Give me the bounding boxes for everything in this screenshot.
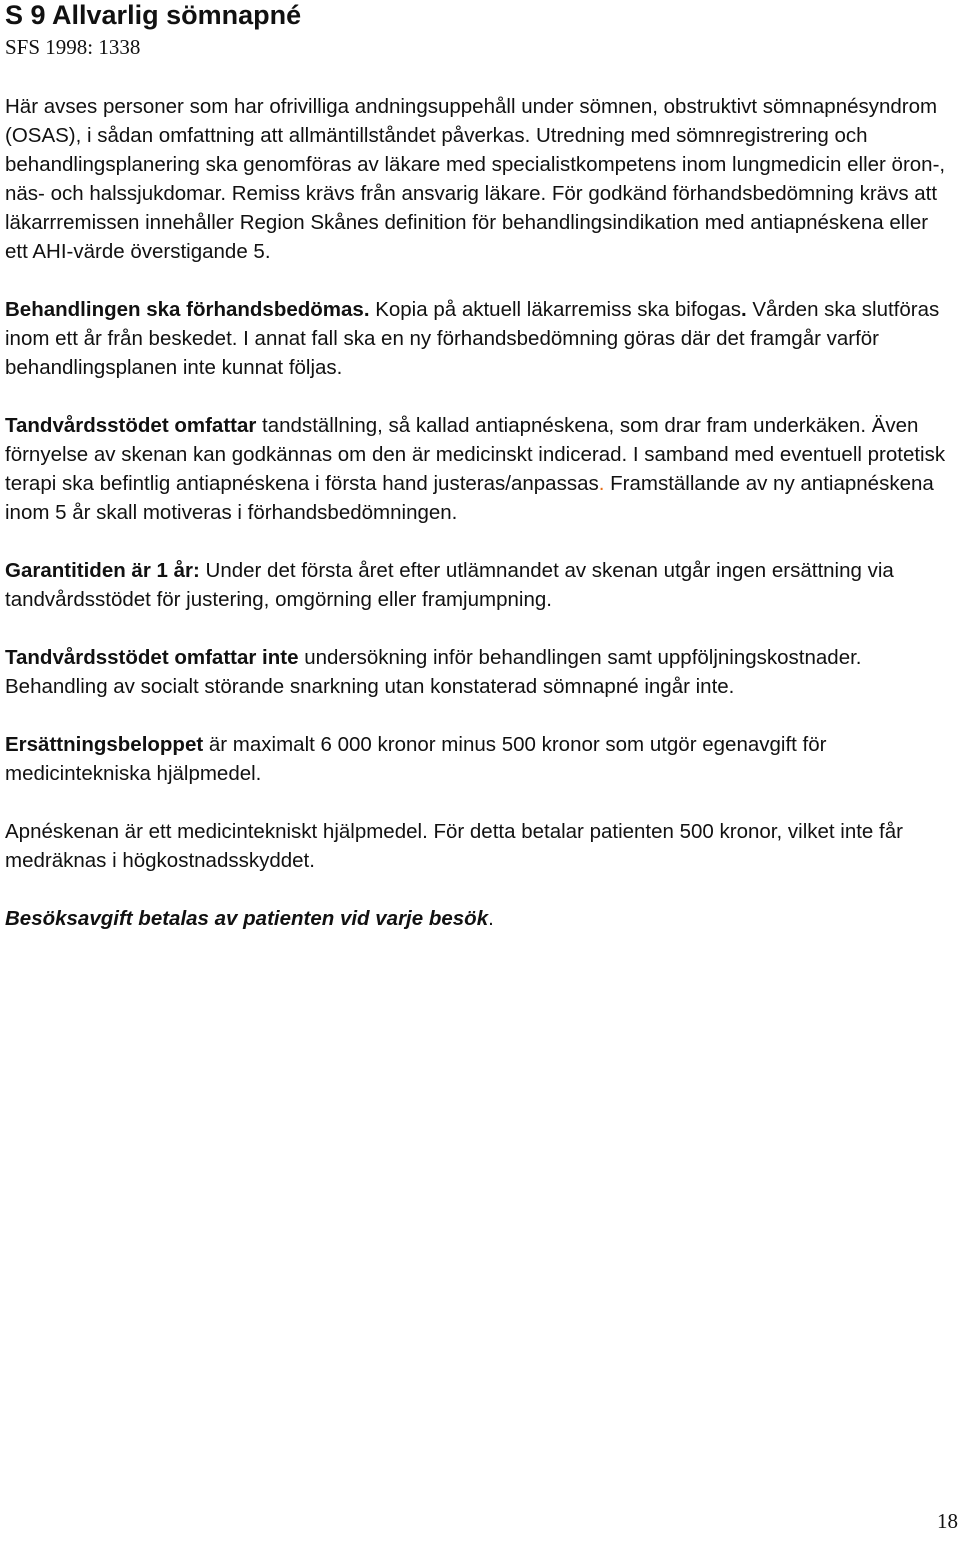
paragraph-medical-device <box>5 817 955 875</box>
document-page <box>5 0 955 933</box>
paragraph-text: är maximalt 6 000 kronor minus 500 kronor som utgör egenavgift för medicintekniska hjälpmedel. <box>5 733 827 785</box>
paragraph-warranty <box>5 556 955 614</box>
page-number: 18 <box>937 1509 958 1533</box>
law-reference: SFS 1998: 1338 <box>5 35 141 59</box>
paragraph-text: Apnéskenan är ett medicintekniskt hjälpmedel. För detta betalar patienten 500 kronor, vilket inte får medräknas i högkostnadsskyddet. <box>5 820 903 872</box>
paragraph-text: undersökning inför behandlingen samt uppföljningskostnader. Behandling av socialt störande snarkning utan konstaterad sömnapné ingår inte. <box>5 646 862 698</box>
bold-lead: Behandlingen ska förhandsbedömas. <box>5 298 370 321</box>
orange-period: . <box>598 472 605 495</box>
bold-lead: Tandvårdsstödet omfattar inte <box>5 646 299 669</box>
paragraph-intro <box>5 92 955 266</box>
bold-period: . <box>740 298 747 321</box>
paragraph-visit-fee <box>5 904 955 933</box>
paragraph-text: Under det första året efter utlämnandet av skenan utgår ingen ersättning via tandvårdsstödet för justering, omgörning eller framjumpning. <box>5 559 894 611</box>
bold-lead: Garantitiden är 1 år: <box>5 559 200 582</box>
paragraph-text: Framställande av ny antiapnéskena inom 5 år skall motiveras i förhandsbedömningen. <box>5 472 934 524</box>
bold-lead: Tandvårdsstödet omfattar <box>5 414 257 437</box>
paragraph-prior-assessment <box>5 295 955 382</box>
paragraph-text: Vården ska slutföras inom ett år från beskedet. I annat fall ska en ny förhandsbedömning göras där det framgår varför behandlingsplanen inte kunnat följas. <box>5 298 940 379</box>
paragraph-text: tandställning, så kallad antiapnéskena, som drar fram underkäken. Även förnyelse av skenan kan godkännas om den är medicinskt indicerad. I samband med eventuell protetisk terapi ska befintlig antiapnéskena i första hand justeras/anpassas <box>5 414 946 495</box>
paragraph-text: Kopia på aktuell läkarremiss ska bifogas <box>369 298 741 321</box>
paragraph-exclusions <box>5 643 955 701</box>
paragraph-text: . <box>488 907 494 930</box>
paragraph-compensation <box>5 730 955 788</box>
page-title: S 9 Allvarlig sömnapné <box>5 0 302 30</box>
paragraph-text: Här avses personer som har ofrivilliga andningsuppehåll under sömnen, obstruktivt sömnapnésyndrom (OSAS), i sådan omfattning att allmäntillståndet påverkas. Utredning med sömnregistrering och behandlingsplanering ska genomföras av läkare med specialistkompetens inom lungmedicin eller öron-, näs- och halssjukdomar. Remiss krävs från ansvarig läkare. För godkänd förhandsbedömning krävs att läkarrremissen innehåller Region Skånes definition för behandlingsindikation med antiapnéskena eller ett AHI-värde överstigande 5. <box>5 95 946 263</box>
bold-italic-note: Besöksavgift betalas av patienten vid varje besök <box>5 907 489 930</box>
bold-lead: Ersättningsbeloppet <box>5 733 204 756</box>
paragraph-coverage <box>5 411 955 527</box>
